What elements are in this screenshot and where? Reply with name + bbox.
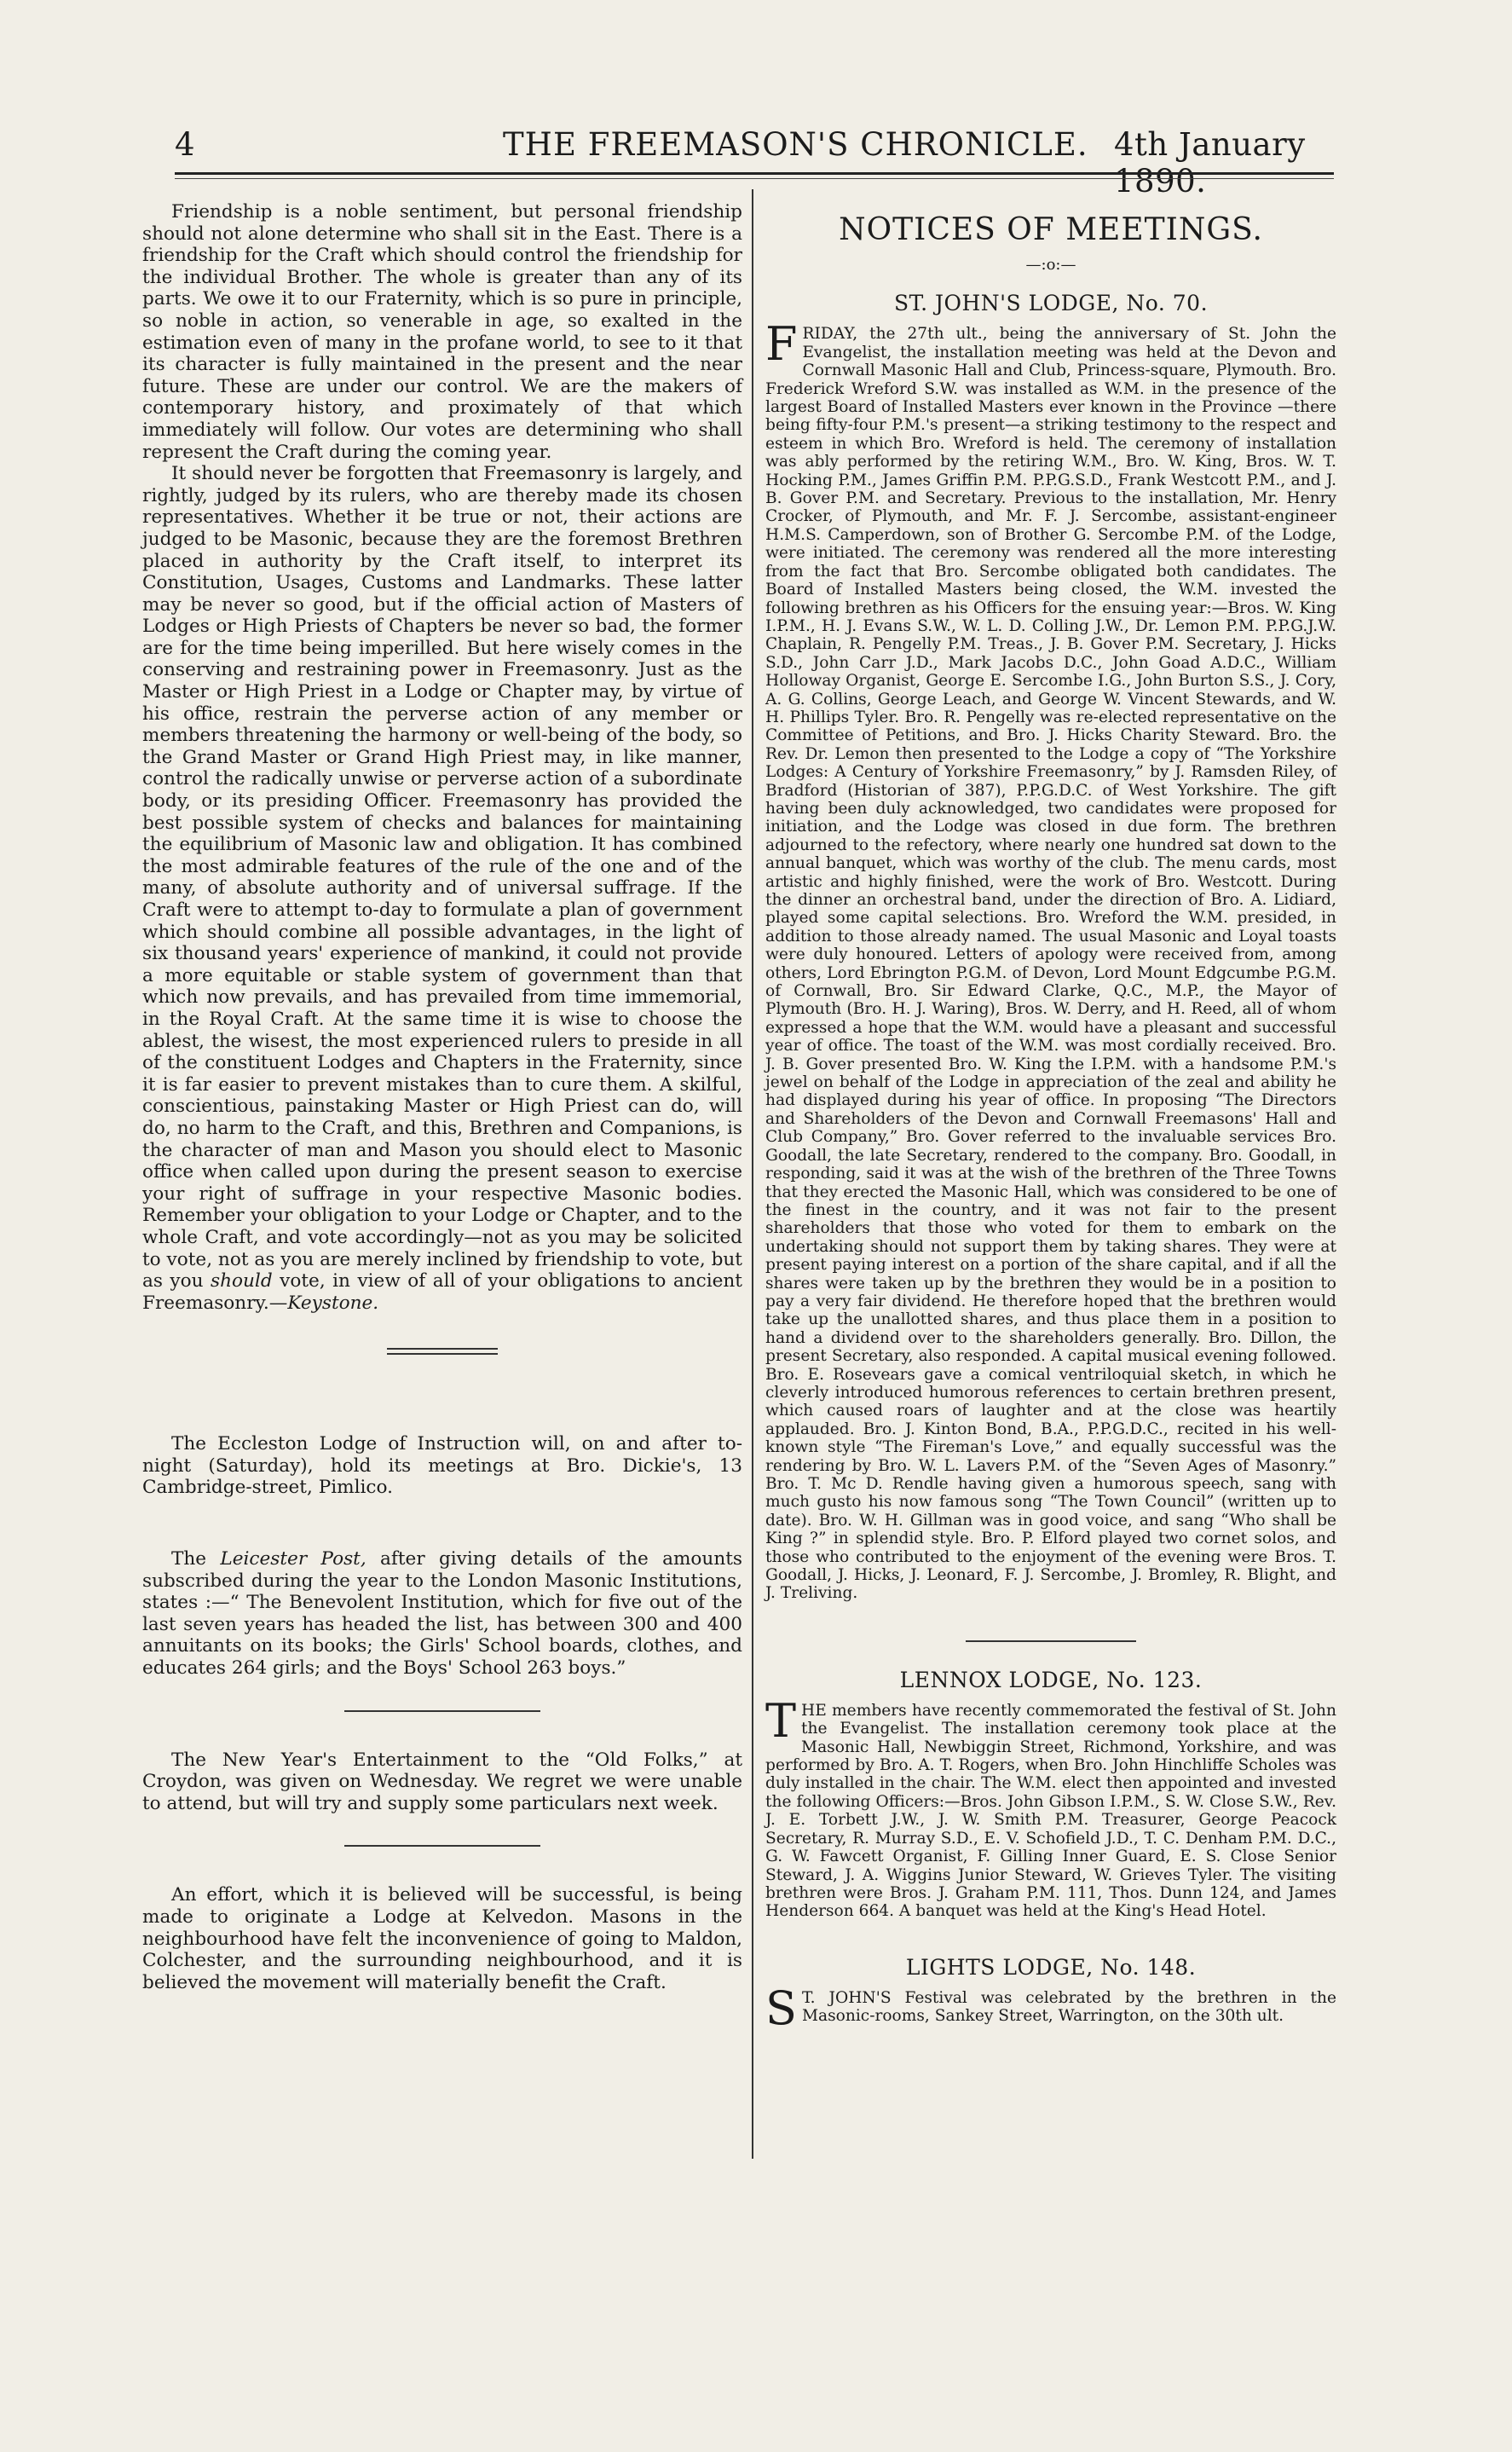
section-heading-notices: NOTICES OF MEETINGS. [839, 212, 1263, 247]
lodge-title-lights: LIGHTS LODGE, No. 148. [905, 1954, 1197, 1980]
paragraph-eccleston-lodge: The Eccleston Lodge of Instruction will, on and after to-night (Saturday), hold its meetings at Bro. Dickie's, 13 Cambridge-street, Pimlico. [142, 1433, 742, 1499]
article-paragraph-friendship: Friendship is a noble sentiment, but personal friendship should not alone determine who shall sit in the East. There is a friendship for the Craft which should control the friendship for the individual Brother. The whole is greater than any of its parts. We owe it to our Fraternity, which is so pure in principle, so noble in action, so venerable in age, so exalted in the estimation even of many in the profane world, to see to it that its character is fully maintained in the present and the near future. These are under our control. We are the makers of contemporary history, and proximately of that which immediately will follow. Our votes are determining who shall represent the Craft during the coming year. [142, 201, 742, 463]
lodge-title-st-johns: ST. JOHN'S LODGE, No. 70. [893, 291, 1209, 316]
drop-cap: T [765, 1693, 797, 1748]
paragraph-new-year-entertainment: The New Year's Entertainment to the “Old Folks,” at Croydon, was given on Wednesday. We regret we were unable to attend, but will try and supply some particulars next week. [142, 1749, 742, 1814]
section-separator [387, 1348, 498, 1355]
drop-cap: F [765, 317, 798, 372]
drop-cap: S [765, 1981, 797, 2035]
left-column [142, 201, 742, 1993]
lodge-report-lennox: THE members have recently commemorated the festival of St. John the Evangelist. The installation ceremony took place at the Masonic Hall, Newbiggin Street, Richmond, Yorkshire, and was performed by Bro. A. T. Rogers, when Bro. John Hinchliffe Scholes was duly installed in the chair. The W.M. elect then appointed and invested the following Officers:—Bros. John Gibson I.P.M., S. W. Close S.W., Rev. J. E. Torbett J.W., J. W. Smith P.M. Treasurer, George Peacock Secretary, R. Murray S.D., E. V. Schofield J.D., T. C. Denham P.M. D.C., G. W. Fawcett Organist, F. Gilling Inner Guard, E. S. Close Senior Steward, J. A. Wiggins Junior Steward, W. Grieves Tyler. The visiting brethren were Bros. J. Graham P.M. 111, Thos. Dunn 124, and James Henderson 664. A banquet was held at the King's Head Hotel. [765, 1693, 1336, 1921]
header-rule-thin [175, 178, 1334, 179]
heading-ornament: —:o:— [1025, 256, 1076, 274]
page-header [175, 126, 1334, 200]
right-column [765, 201, 1336, 2035]
publication-title: THE FREEMASON'S CHRONICLE. [503, 126, 1088, 163]
header-rule [175, 172, 1334, 175]
column-divider [752, 189, 753, 2159]
lodge-report-lights: S T. JOHN'S Festival was celebrated by the brethren in the Masonic-rooms, Sankey Street, Warrington, on the 30th ult. [765, 1981, 1336, 2035]
paragraph-leicester-post: The Leicester Post, after giving details of the amounts subscribed during the year to the London Masonic Institutions, states :—“ The Benevolent Institution, which for five out of the last seven years has headed the list, has between 300 and 400 annuitants on its books; the Girls' School boards, clothes, and educates 264 girls; and the Boys' School 263 boys.” [142, 1548, 742, 1680]
paragraph-kelvedon-lodge: An effort, which it is believed will be successful, is being made to originate a Lodge at Kelvedon. Masons in the neighbourhood have felt the inconvenience of going to Maldon, Colchester, and the surrounding neighbourhood, and it is believed the movement will materially benefit the Craft. [142, 1884, 742, 1993]
lodge-report-st-johns: FRIDAY, the 27th ult., being the anniversary of St. John the Evangelist, the installation meeting was held at the Devon and Cornwall Masonic Hall and Club, Princess-square, Plymouth. Bro. Frederick Wreford S.W. was installed as W.M. in the presence of the largest Board of Installed Masters ever known in the Province —there being fifty-four P.M.'s present—a striking testimony to the respect and esteem in which Bro. Wreford is held. The ceremony of installation was ably performed by the retiring W.M., Bro. W. King, Bros. W. T. Hocking P.M., James Griffin P.M. P.P.G.S.D., Frank Westcott P.M., and J. B. Gover P.M. and Secretary. Previous to the installation, Mr. Henry Crocker, of Plymouth, and Mr. F. J. Sercombe, assistant-engineer H.M.S. Camperdown, son of Brother G. Sercombe P.M. of the Lodge, were initiated. The ceremony was rendered all the more interesting from the fact that Bro. Sercombe obligated both candidates. The Board of Installed Masters being closed, the W.M. invested the following brethren as his Officers for the ensuing year:—Bros. W. King I.P.M., H. J. Evans S.W., W. L. D. Colling J.W., Dr. Lemon P.M. P.P.G.J.W. Chaplain, R. Pengelly P.M. Treas., J. B. Gover P.M. Secretary, J. Hicks S.D., John Carr J.D., Mark Jacobs D.C., John Goad A.D.C., William Holloway Organist, George E. Sercombe I.G., John Burton S.S., J. Cory, A. G. Collins, George Leach, and George W. Vincent Stewards, and W. H. Phillips Tyler. Bro. R. Pengelly was re-elected representative on the Committee of Petitions, and Bro. J. Hicks Charity Steward. Bro. the Rev. Dr. Lemon then presented to the Lodge a copy of “The Yorkshire Lodges: A Century of Yorkshire Freemasonry,” by J. Ramsden Riley, of Bradford (Historian of 387), P.P.G.D.C. of West Yorkshire. The gift having been duly acknowledged, two candidates were proposed for initiation, and the Lodge was closed in due form. The brethren adjourned to the refectory, where nearly one hundred sat down to the annual banquet, which was worthy of the club. The menu cards, most artistic and highly finished, were the work of Bro. Westcott. During the dinner an orchestral band, under the direction of Bro. A. Lidiard, played some capital selections. Bro. Wreford the W.M. presided, in addition to those already named. The usual Masonic and Loyal toasts were duly honoured. Letters of apology were received from, among others, Lord Ebrington P.G.M. of Devon, Lord Mount Edgcumbe P.G.M. of Cornwall, Bro. Sir Edward Clarke, Q.C., M.P., the Mayor of Plymouth (Bro. H. J. Waring), Bros. W. Derry, and H. Reed, all of whom expressed a hope that the W.M. would have a pleasant and successful year of office. The toast of the W.M. was most cordially received. Bro. J. B. Gover presented Bro. W. King the I.P.M. with a handsome P.M.'s jewel on behalf of the Lodge in appreciation of the zeal and ability he had displayed during his year of office. In proposing “The Directors and Shareholders of the Devon and Cornwall Freemasons' Hall and Club Company,” Bro. Gover referred to the invaluable services Bro. Goodall, the late Secretary, rendered to the company. Bro. Goodall, in responding, said it was at the wish of the brethren of the Three Towns that they erected the Masonic Hall, which was considered to be one of the finest in the country, and it was not fair to the present shareholders that those who voted for them to embark on the undertaking should not support them by taking shares. They were at present paying interest on a portion of the share capital, and if all the shares were taken up by the brethren they would be in a position to pay a very fair dividend. He therefore hoped that the brethren would take up the unallotted shares, and thus place them in a position to hand a dividend over to the shareholders generally. Bro. Dillon, the present Secretary, also responded. A capital musical evening followed. Bro. E. Rosevears gave a comical ventriloquial sketch, in which he cleverly introduced humorous references to certain brethren present, which caused roars of laughter and at the close was heartily applauded. Bro. J. Kinton Bond, B.A., P.P.G.D.C., recited in his well-known style “The Fireman's Love,” and equally successful was the rendering by Bro. W. L. Lavers P.M. of the “Seven Ages of Masonry.” Bro. T. Mc D. Rendle having given a humorous speech, sang with much gusto his now famous song “The Town Council” (written up to date). Bro. W. H. Gillman was in good voice, and sang “Who shall be King ?” in splendid style. Bro. P. Elford played two cornet solos, and those who contributed to the enjoyment of the evening were Bros. T. Goodall, J. Hicks, J. Leonard, F. J. Sercombe, J. Bromley, R. Blight, and J. Treliving. [765, 317, 1336, 1603]
section-separator [344, 1845, 540, 1847]
section-separator [344, 1710, 540, 1712]
article-paragraph-rulers: It should never be forgotten that Freemasonry is largely, and rightly, judged by its rulers, who are thereby made its chosen representatives. Whether it be true or not, their actions are judged to be Masonic, because they are the foremost Brethren placed in authority by the Craft itself, to interpret its Constitution, Usages, Customs and Landmarks. These latter may be never so good, but if the official action of Masters of Lodges or High Priests of Chapters be never so bad, the former are for the time being imperilled. But here wisely comes in the conserving and restraining power in Freemasonry. Just as the Master or High Priest in a Lodge or Chapter may, by virtue of his office, restrain the perverse action of any member or members threatening the harmony or well-being of the body, so the Grand Master or Grand High Priest may, in like manner, control the radically unwise or perverse action of a subordinate body, or its presiding Officer. Freemasonry has provided the best possible system of checks and balances for maintaining the equilibrium of Masonic law and obligation. It has combined the most admirable features of the rule of the one and of the many, of absolute authority and of universal suffrage. If the Craft were to attempt to-day to formulate a plan of government which should combine all possible advantages, in the light of six thousand years' experience of mankind, it could not provide a more equitable or stable system of government than that which now prevails, and has prevailed from time immemorial, in the Royal Craft. At the same time it is wise to choose the ablest, the wisest, the most experienced rulers to preside in all of the constituent Lodges and Chapters in the Fraternity, since it is far easier to prevent mistakes than to cure them. A skilful, conscientious, painstaking Master or High Priest can do, will do, no harm to the Craft, and this, Brethren and Companions, is the character of man and Mason you should elect to Masonic office when called upon during the present season to exercise your right of suffrage in your respective Masonic bodies. Remember your obligation to your Lodge or Chapter, and to the whole Craft, and vote accordingly—not as you may be solicited to vote, not as you are merely inclined by friendship to vote, but as you should vote, in view of all of your obligations to ancient Freemasonry.—Keystone. [142, 463, 742, 1314]
lodge-title-lennox: LENNOX LODGE, No. 123. [899, 1667, 1203, 1692]
issue-date: 4th January 1890. [1114, 126, 1306, 200]
page-number: 4 [175, 126, 196, 163]
section-separator [966, 1640, 1136, 1642]
article-source: Keystone. [287, 1292, 379, 1314]
